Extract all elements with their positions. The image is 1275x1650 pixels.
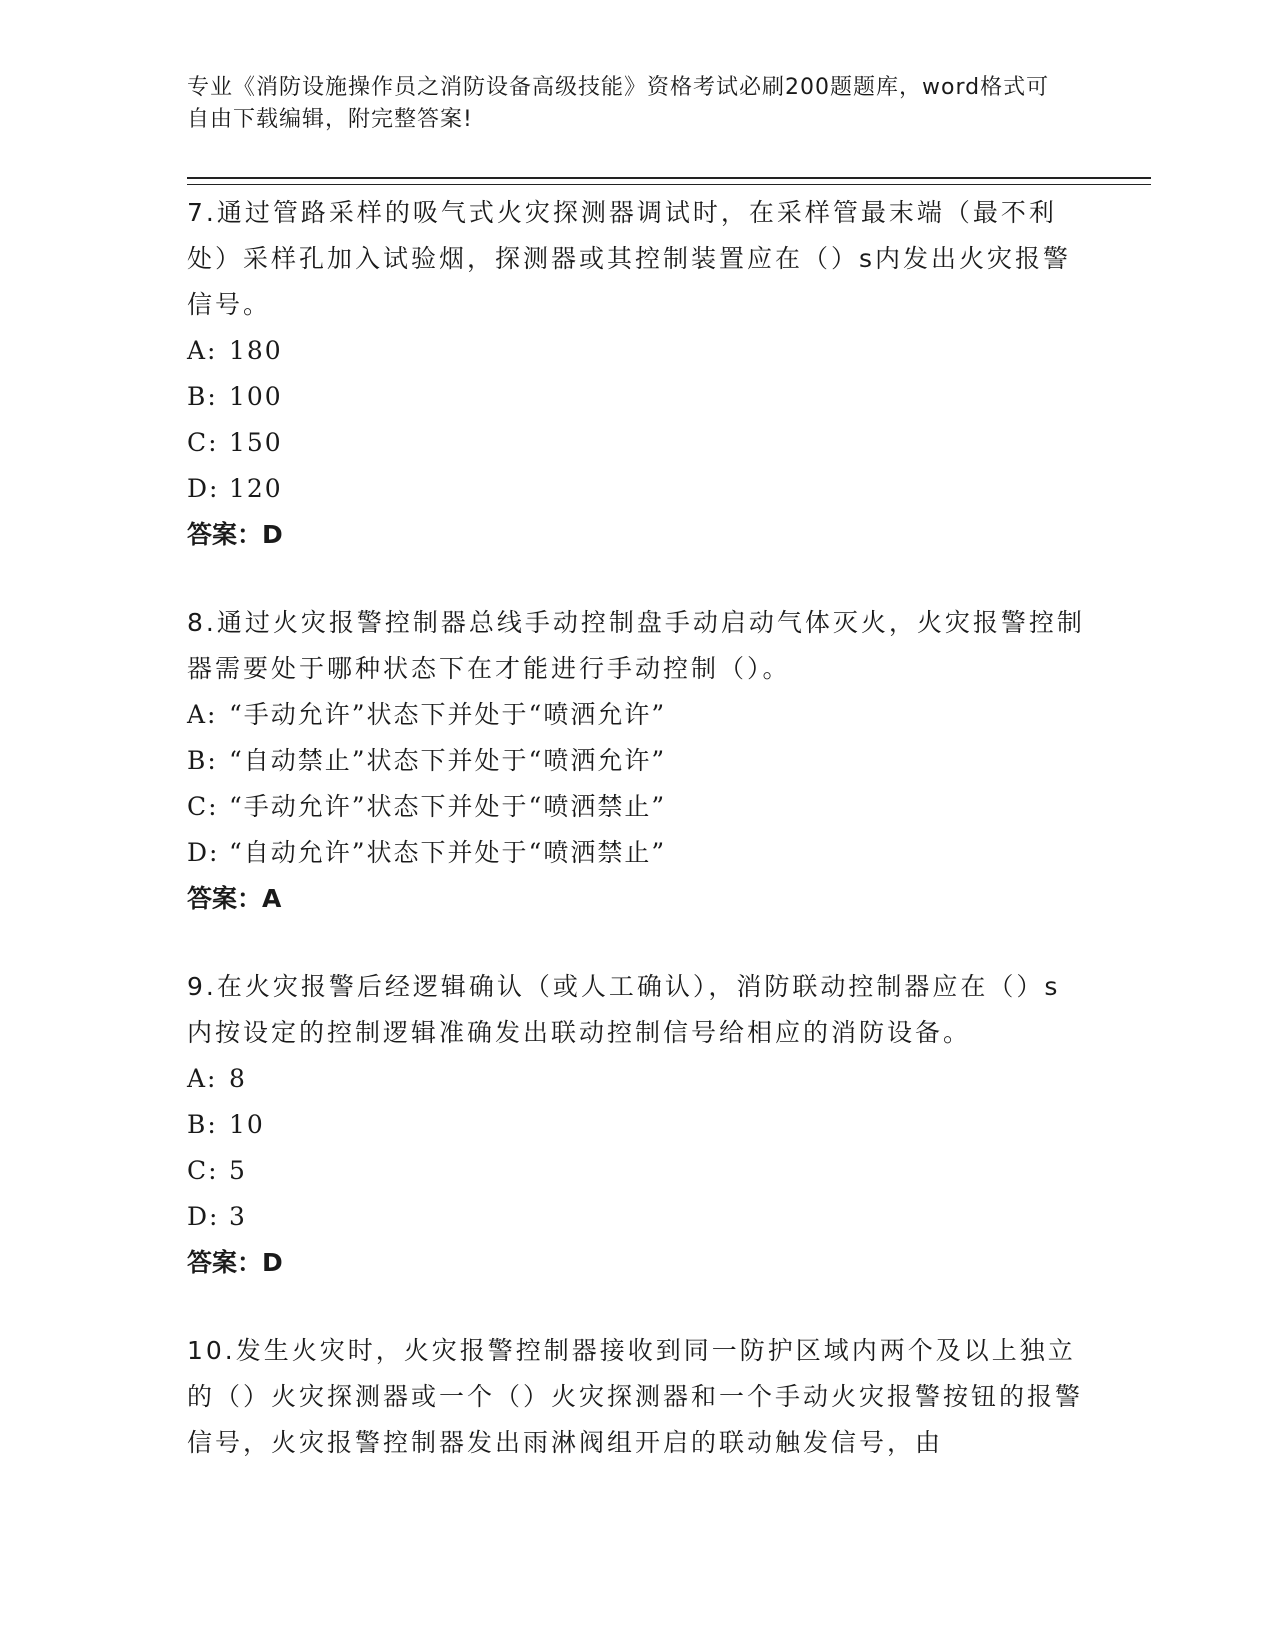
option-key: B: — [187, 382, 218, 411]
option-c — [187, 420, 1087, 466]
option-c — [187, 1148, 1087, 1194]
option-d — [187, 830, 1087, 876]
option-key: C: — [187, 792, 219, 821]
header-intro-text: 专业《消防设施操作员之消防设备高级技能》资格考试必刷200题题库，word格式可自由下载编辑，附完整答案! — [187, 75, 1050, 132]
option-text: 180 — [229, 336, 283, 365]
option-text: 8 — [229, 1064, 247, 1093]
option-a — [187, 1056, 1087, 1102]
option-key: C: — [187, 1156, 219, 1185]
option-b — [187, 374, 1087, 420]
question-8 — [187, 600, 1087, 922]
question-9 — [187, 964, 1087, 1286]
document-header — [187, 72, 1067, 136]
option-d — [187, 466, 1087, 512]
question-stem: 9.在火灾报警后经逻辑确认（或人工确认），消防联动控制器应在（）s内按设定的控制逻辑准确发出联动控制信号给相应的消防设备。 — [187, 972, 1061, 1047]
option-c — [187, 784, 1087, 830]
option-key: B: — [187, 1110, 218, 1139]
header-divider — [187, 177, 1151, 185]
option-b — [187, 738, 1087, 784]
option-key: A: — [187, 1064, 218, 1093]
question-7 — [187, 190, 1087, 558]
option-b — [187, 1102, 1087, 1148]
option-key: B: — [187, 746, 218, 775]
option-key: C: — [187, 428, 219, 457]
option-a — [187, 328, 1087, 374]
option-d — [187, 1194, 1087, 1240]
question-stem: 7.通过管路采样的吸气式火灾探测器调试时，在采样管最末端（最不利处）采样孔加入试验烟，探测器或其控制装置应在（）s内发出火灾报警信号。 — [187, 198, 1072, 319]
option-key: A: — [187, 700, 218, 729]
question-stem: 10.发生火灾时，火灾报警控制器接收到同一防护区域内两个及以上独立的（）火灾探测器或一个（）火灾探测器和一个手动火灾报警按钮的报警信号，火灾报警控制器发出雨淋阀组开启的联动触发信号，由 — [187, 1336, 1084, 1457]
question-list — [187, 190, 1087, 1508]
option-key: D: — [187, 838, 220, 867]
option-text: 120 — [229, 474, 283, 503]
answer-line: 答案：D — [187, 520, 283, 549]
option-text: 150 — [229, 428, 283, 457]
option-text: 3 — [229, 1202, 247, 1231]
option-text: 10 — [229, 1110, 265, 1139]
option-a — [187, 692, 1087, 738]
question-stem: 8.通过火灾报警控制器总线手动控制盘手动启动气体灭火，火灾报警控制器需要处于哪种状态下在才能进行手动控制（）。 — [187, 608, 1085, 683]
option-key: D: — [187, 1202, 220, 1231]
option-text: 5 — [229, 1156, 247, 1185]
answer-line: 答案：A — [187, 884, 282, 913]
question-10 — [187, 1328, 1087, 1466]
option-text: “手动允许”状态下并处于“喷洒允许” — [229, 700, 667, 729]
option-text: “自动禁止”状态下并处于“喷洒允许” — [229, 746, 667, 775]
option-text: “自动允许”状态下并处于“喷洒禁止” — [229, 838, 667, 867]
option-key: D: — [187, 474, 220, 503]
option-text: “手动允许”状态下并处于“喷洒禁止” — [229, 792, 667, 821]
answer-line: 答案：D — [187, 1248, 283, 1277]
option-text: 100 — [229, 382, 283, 411]
option-key: A: — [187, 336, 218, 365]
